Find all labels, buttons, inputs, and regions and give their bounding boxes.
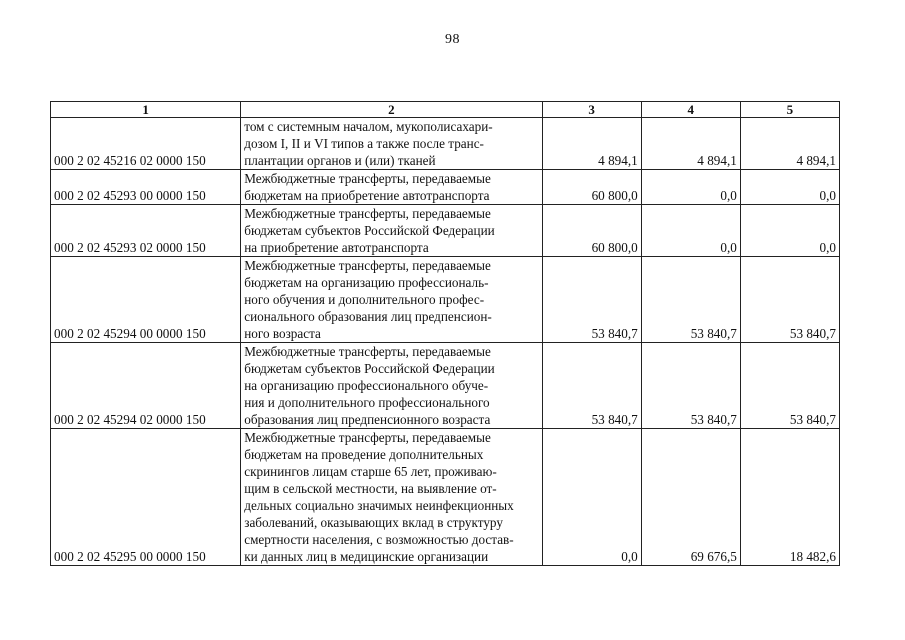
value-cell-col5: 53 840,7	[740, 257, 839, 343]
description-line: Межбюджетные трансферты, передаваемые	[244, 206, 491, 221]
table-row	[51, 118, 840, 170]
table-row	[51, 205, 840, 257]
description-line: на организацию профессионального обуче-	[244, 378, 489, 393]
description-line: образования лиц предпенсионного возраста	[244, 412, 491, 427]
value-cell-col3: 4 894,1	[542, 118, 641, 170]
table-row	[51, 170, 840, 205]
description-line: том с системным началом, мукополисахари-	[244, 119, 493, 134]
description-line: дельных социально значимых неинфекционных	[244, 498, 514, 513]
description-line: скринингов лицам старше 65 лет, проживаю-	[244, 464, 497, 479]
value-cell-col4: 0,0	[641, 170, 740, 205]
description-line: дозом I, II и VI типов а также после транс-	[244, 136, 484, 151]
column-header: 5	[740, 102, 839, 118]
budget-code-cell: 000 2 02 45295 00 0000 150	[51, 429, 241, 566]
description-line: ного возраста	[244, 326, 321, 341]
value-cell-col3: 60 800,0	[542, 205, 641, 257]
budget-code-cell: 000 2 02 45293 00 0000 150	[51, 170, 241, 205]
value-cell-col5: 0,0	[740, 170, 839, 205]
page-number: 98	[445, 32, 460, 47]
budget-code-cell: 000 2 02 45294 00 0000 150	[51, 257, 241, 343]
value-cell-col4: 53 840,7	[641, 343, 740, 429]
description-line: Межбюджетные трансферты, передаваемые	[244, 171, 491, 186]
description-line: заболеваний, оказывающих вклад в структуру	[244, 515, 503, 530]
description-cell	[241, 429, 542, 566]
description-line: ного обучения и дополнительного профес-	[244, 292, 485, 307]
value-cell-col4: 69 676,5	[641, 429, 740, 566]
value-cell-col4: 53 840,7	[641, 257, 740, 343]
description-line: смертности населения, с возможностью достав-	[244, 532, 514, 547]
budget-table	[50, 101, 840, 566]
description-line: ния и дополнительного профессионального	[244, 395, 490, 410]
value-cell-col4: 4 894,1	[641, 118, 740, 170]
description-line: Межбюджетные трансферты, передаваемые	[244, 344, 491, 359]
value-cell-col3: 53 840,7	[542, 343, 641, 429]
value-cell-col5: 18 482,6	[740, 429, 839, 566]
value-cell-col5: 4 894,1	[740, 118, 839, 170]
table-row	[51, 257, 840, 343]
value-cell-col5: 0,0	[740, 205, 839, 257]
description-line: бюджетам на организацию профессиональ-	[244, 275, 489, 290]
description-line: на приобретение автотранспорта	[244, 240, 429, 255]
value-cell-col3: 0,0	[542, 429, 641, 566]
description-cell	[241, 118, 542, 170]
description-cell	[241, 170, 542, 205]
budget-code-cell: 000 2 02 45294 02 0000 150	[51, 343, 241, 429]
description-line: Межбюджетные трансферты, передаваемые	[244, 430, 491, 445]
description-line: бюджетам на приобретение автотранспорта	[244, 188, 490, 203]
description-line: ки данных лиц в медицинские организации	[244, 549, 489, 564]
description-cell	[241, 343, 542, 429]
column-header: 2	[241, 102, 542, 118]
budget-code-cell: 000 2 02 45293 02 0000 150	[51, 205, 241, 257]
description-line: Межбюджетные трансферты, передаваемые	[244, 258, 491, 273]
description-line: бюджетам субъектов Российской Федерации	[244, 361, 495, 376]
description-cell	[241, 205, 542, 257]
description-cell	[241, 257, 542, 343]
description-line: плантации органов и (или) тканей	[244, 153, 436, 168]
table-row	[51, 343, 840, 429]
value-cell-col3: 53 840,7	[542, 257, 641, 343]
value-cell-col5: 53 840,7	[740, 343, 839, 429]
value-cell-col4: 0,0	[641, 205, 740, 257]
column-header: 1	[51, 102, 241, 118]
description-line: бюджетам на проведение дополнительных	[244, 447, 484, 462]
budget-code-cell: 000 2 02 45216 02 0000 150	[51, 118, 241, 170]
description-line: бюджетам субъектов Российской Федерации	[244, 223, 495, 238]
description-line: сионального образования лиц предпенсион-	[244, 309, 492, 324]
table-row	[51, 429, 840, 566]
table-header-row	[51, 102, 840, 118]
description-line: щим в сельской местности, на выявление от-	[244, 481, 497, 496]
column-header: 3	[542, 102, 641, 118]
column-header: 4	[641, 102, 740, 118]
value-cell-col3: 60 800,0	[542, 170, 641, 205]
